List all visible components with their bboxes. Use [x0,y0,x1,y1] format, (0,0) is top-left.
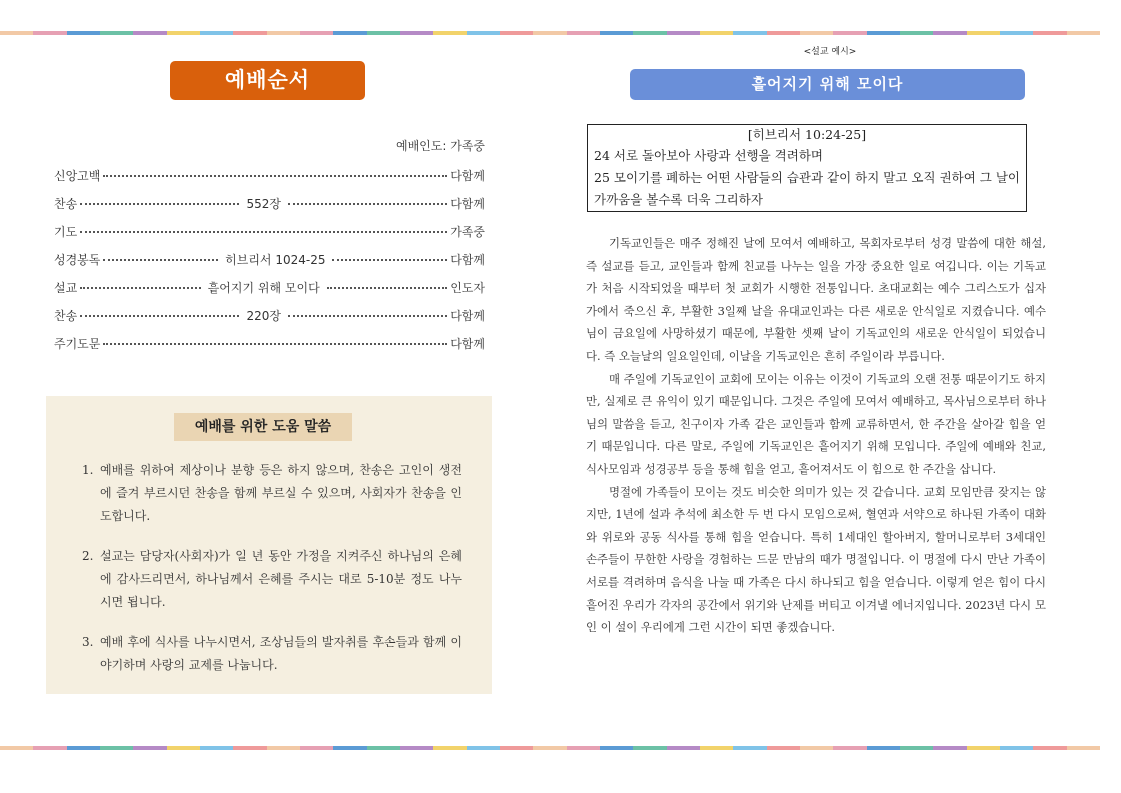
order-item-detail: 히브리서 1024-25 [225,252,326,267]
sermon-example-label: <설교 예시> [803,47,857,57]
dot-leader [288,315,447,317]
help-notes-title: 예배를 위한 도움 말씀 [174,413,352,441]
stripe-segment [233,31,266,35]
stripe-segment [600,746,633,750]
worship-order-title: 예배순서 [170,61,365,100]
stripe-segment [733,746,766,750]
order-item-role: 다함께 [450,252,486,267]
order-item-label: 기도 [54,224,78,239]
dot-leader [332,259,447,261]
stripe-segment [333,31,366,35]
stripe-segment [133,746,166,750]
order-item [54,217,485,245]
order-item-label: 찬송 [54,308,78,323]
worship-leader: 예배인도: 가족중 [395,139,485,153]
sermon-paragraph: 기독교인들은 매주 정해진 날에 모여서 예배하고, 목회자로부터 성경 말씀에 대한 해설, 즉 설교를 듣고, 교인들과 함께 친교를 나누는 일을 가장 중요한 일로 여깁니다. 이는 기독교가 처음 시작되었을 때부터 첫 교회가 시행한 전통입니다. 초대교회는 예수 그리스도가 십자가에서 죽으신 후, 부활한 3일째 날을 유대교인과는 다른 새로운 안식일로 지켰습니다. 예수님이 금요일에 사망하셨기 때문에, 부활한 셋째 날이 기독교인의 새로운 안식일이 되었습니다. 즉 오늘날의 일요일인데, 이날을 기독교인은 흔히 주일이라 부릅니다. [586,236,1046,363]
stripe-segment [1067,746,1100,750]
stripe-segment [500,31,533,35]
order-item [54,301,485,329]
stripe-segment [333,746,366,750]
help-notes-box [46,396,492,694]
order-item-label: 성경봉독 [54,252,101,267]
help-note-number: 3. [82,635,94,649]
stripe-segment [533,746,566,750]
sermon-paragraph: 매 주일에 기독교인이 교회에 모이는 이유는 이것이 기독교의 오랜 전통 때문이기도 하지만, 실제로 큰 유익이 있기 때문입니다. 그것은 주일에 모여서 예배하고, 목사님으로부터 하나님의 말씀을 듣고, 친구이자 가족 같은 교인들과 함께 교류하면서, 한 주간을 살아갈 힘을 얻기 때문입니다. 다른 말로, 주일에 기독교인은 흩어지기 위해 모입니다. 주일에 예배와 친교, 식사모임과 성경공부 등을 통해 힘을 얻고, 흩어져서도 이 힘으로 한 주간을 삽니다. [586,371,1046,476]
order-item [54,329,485,357]
stripe-segment [800,31,833,35]
dot-leader [80,287,201,289]
sermon-paragraph: 명절에 가족들이 모이는 것도 비슷한 의미가 있는 것 같습니다. 교회 모임만큼 잦지는 않지만, 1년에 설과 추석에 최소한 두 번 다시 모임으로써, 혈연과 서약으로 하나된 가족이 대화와 위로와 공동 식사를 통해 힘을 얻습니다. 특히 1세대인 할아버지, 할머니로부터 3세대인 손주들이 무한한 사랑을 경험하는 드문 만남의 때가 명절입니다. 이 명절에 다시 만난 가족이 서로를 격려하며 음식을 나눌 때 가족은 다시 하나되고 힘을 얻습니다. 이렇게 얻은 힘이 다시 흩어진 우리가 각자의 공간에서 위기와 난제를 버티고 이겨낼 에너지입니다. 2023년 다시 모인 이 설이 우리에게 그런 시간이 되면 좋겠습니다. [586,484,1046,635]
stripe-segment [400,31,433,35]
stripe-segment [100,31,133,35]
stripe-segment [767,746,800,750]
stripe-segment [400,746,433,750]
stripe-segment [200,31,233,35]
stripe-segment [800,746,833,750]
order-item-label: 설교 [54,280,78,295]
stripe-segment [167,31,200,35]
worship-order-list [54,161,485,357]
stripe-segment [267,746,300,750]
stripe-segment [1033,31,1066,35]
help-note-item [82,459,462,528]
stripe-segment [933,746,966,750]
order-item-label: 찬송 [54,196,78,211]
stripe-segment [200,746,233,750]
stripe-segment [300,746,333,750]
order-item [54,189,485,217]
dot-leader [103,343,447,345]
dot-leader [103,259,218,261]
dot-leader [327,287,448,289]
order-item [54,245,485,273]
order-item-role: 다함께 [450,168,485,183]
stripe-segment [300,31,333,35]
stripe-segment [633,746,666,750]
help-note-number: 1. [82,463,94,477]
stripe-segment [733,31,766,35]
help-note-item [82,545,462,614]
help-note-text: 예배 후에 식사를 나누시면서, 조상님들의 발자취를 후손들과 함께 이야기하며 사랑의 교제를 나눕니다. [100,635,462,672]
stripe-segment [633,31,666,35]
stripe-segment [167,746,200,750]
order-item-role: 다함께 [450,336,485,351]
stripe-segment [100,746,133,750]
dot-leader [103,175,447,177]
stripe-segment [67,31,100,35]
stripe-segment [867,746,900,750]
stripe-segment [233,746,266,750]
stripe-segment [1067,31,1100,35]
stripe-segment [700,31,733,35]
sermon-title: 흩어지기 위해 모이다 [630,69,1025,100]
scripture-box [587,124,1027,212]
stripe-segment [500,746,533,750]
stripe-segment [1000,746,1033,750]
stripe-segment [467,746,500,750]
bottom-decorative-stripe [0,746,1100,750]
scripture-verse: 25 모이기를 폐하는 어떤 사람들의 습관과 같이 하지 말고 오직 권하여 그 날이 가까움을 볼수록 더욱 그리하자 [594,170,1020,207]
stripe-segment [467,31,500,35]
help-note-item [82,631,462,677]
dot-leader [80,203,239,205]
stripe-segment [900,31,933,35]
stripe-segment [267,31,300,35]
help-note-text: 예배를 위하여 제상이나 분향 등은 하지 않으며, 찬송은 고인이 생전에 즐겨 부르시던 찬송을 함께 부르실 수 있으며, 사회자가 찬송을 인도합니다. [100,463,462,523]
stripe-segment [967,31,1000,35]
scripture-verse: 24 서로 돌아보아 사랑과 선행을 격려하며 [594,148,823,163]
dot-leader [80,315,239,317]
order-item-label: 신앙고백 [54,168,101,183]
stripe-segment [1000,31,1033,35]
stripe-segment [567,746,600,750]
stripe-segment [0,31,33,35]
stripe-segment [867,31,900,35]
stripe-segment [700,746,733,750]
order-item-role: 인도자 [450,280,485,295]
stripe-segment [433,746,466,750]
help-notes-list [82,459,462,694]
stripe-segment [933,31,966,35]
order-item [54,161,485,189]
order-item-detail: 552장 [246,196,281,211]
stripe-segment [433,31,466,35]
stripe-segment [667,746,700,750]
stripe-segment [767,31,800,35]
stripe-segment [367,31,400,35]
stripe-segment [1033,746,1066,750]
order-item-role: 다함께 [450,308,485,323]
stripe-segment [600,31,633,35]
dot-leader [288,203,447,205]
order-item-label: 주기도문 [54,336,101,351]
stripe-segment [33,31,66,35]
help-note-number: 2. [82,549,94,563]
stripe-segment [833,746,866,750]
order-item [54,273,485,301]
order-item-role: 다함께 [450,196,485,211]
help-note-text: 설교는 담당자(사회자)가 일 년 동안 가정을 지켜주신 하나님의 은혜에 감사드리면서, 하나님께서 은혜를 주시는 대로 5-10분 정도 나누시면 됩니다. [100,549,462,609]
stripe-segment [533,31,566,35]
stripe-segment [967,746,1000,750]
stripe-segment [33,746,66,750]
sermon-body [586,232,1046,639]
dot-leader [80,231,447,233]
stripe-segment [367,746,400,750]
order-item-role: 가족중 [450,224,485,239]
stripe-segment [67,746,100,750]
order-item-detail: 흩어지기 위해 모이다 [207,280,320,295]
stripe-segment [667,31,700,35]
stripe-segment [567,31,600,35]
stripe-segment [0,746,33,750]
scripture-reference: [히브리서 10:24-25] [747,127,867,142]
order-item-detail: 220장 [246,308,281,323]
stripe-segment [133,31,166,35]
top-decorative-stripe [0,31,1100,35]
stripe-segment [900,746,933,750]
stripe-segment [833,31,866,35]
